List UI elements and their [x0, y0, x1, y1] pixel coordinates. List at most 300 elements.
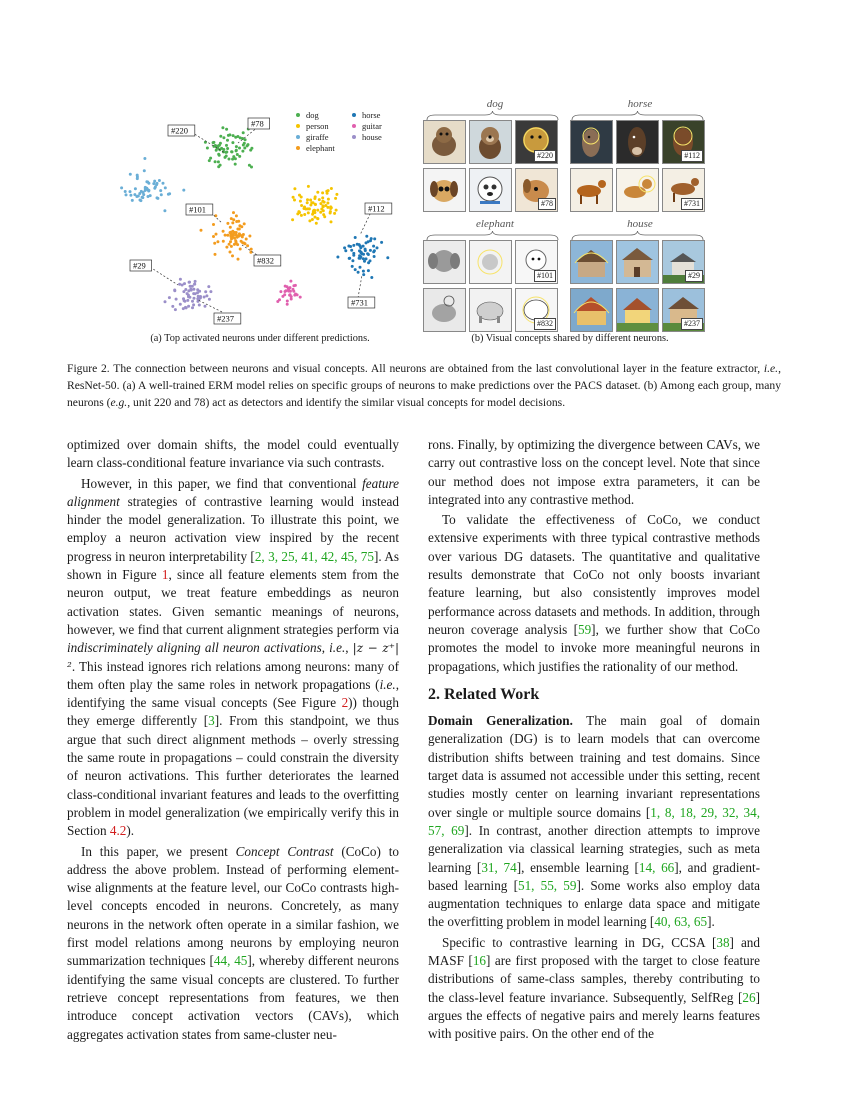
scatter-point-giraffe — [159, 189, 162, 192]
scatter-point-elephant — [230, 245, 233, 248]
scatter-point-person — [322, 209, 325, 212]
scatter-point-person — [306, 201, 309, 204]
scatter-point-person — [323, 201, 326, 204]
scatter-point-elephant — [243, 222, 246, 225]
legend-label-house: house — [362, 132, 382, 142]
paragraph: However, in this paper, we find that conventional feature alignment strategies of contrastive learning would instead hinder the model generalization. To illustrate this point, we employ a neuron activation view inspired by the recent progress in neuron interpretability [2, 3, 25, 41, 42, 45, 75]. As shown in Figure 1, since all feature elements stem from the neuron output, we treat feature embeddings as neuron activation states. Given semantic meanings of neurons, however, we find that current alignment strategies perform via indiscriminately aligning all neuron activations, i.e., |z − z⁺|². This instead ignores rich relations among neurons: many of them often play the same roles in network propagations (i.e., identifying the same visual concepts (See Figure 2)) though they emerge differently [3]. From this standpoint, we thus argue that such direct alignment methods – overly stressing the same route in propagations – could constrain the diversity of neuron activations. This further deteriorates the learned class-conditional invariant features and leads to the overfitting problem in model generalization (we empirically verify this in Section 4.2). — [67, 475, 400, 839]
group-title-elephant: elephant — [476, 218, 514, 230]
scatter-point-horse — [369, 239, 372, 242]
scatter-point-guitar — [276, 300, 279, 303]
scatter-point-person — [334, 197, 337, 200]
caption-eg: e.g. — [110, 396, 128, 409]
legend-marker-house — [352, 135, 356, 139]
scatter-point-dog — [241, 150, 244, 153]
scatter-point-guitar — [296, 293, 299, 296]
scatter-point-giraffe — [158, 179, 161, 182]
scatter-point-horse — [362, 245, 365, 248]
scatter-point-dog — [214, 160, 217, 163]
group-title-horse: horse — [627, 98, 653, 110]
citation-link[interactable]: 51, 55, 59 — [517, 877, 577, 893]
citation-link[interactable]: 2, 3, 25, 41, 42, 45, 75 — [254, 548, 374, 564]
image-tile-elephant — [423, 288, 466, 332]
scatter-point-giraffe — [156, 197, 159, 200]
scatter-point-horse — [370, 276, 373, 279]
scatter-point-house — [171, 305, 174, 308]
scatter-point-giraffe — [139, 199, 142, 202]
scatter-point-giraffe — [147, 190, 150, 193]
scatter-point-person — [312, 201, 315, 204]
scatter-point-person — [291, 218, 294, 221]
scatter-point-elephant — [238, 232, 241, 235]
scatter-point-giraffe — [137, 195, 140, 198]
image-tile-dog — [515, 120, 558, 164]
neuron-tag: #832 — [534, 318, 556, 330]
scatter-point-person — [335, 193, 338, 196]
scatter-point-house — [194, 280, 197, 283]
image-tile-house — [662, 240, 705, 284]
scatter-point-house — [209, 290, 212, 293]
scatter-point-giraffe — [133, 193, 136, 196]
scatter-point-horse — [359, 244, 362, 247]
scatter-point-person — [315, 222, 318, 225]
scatter-point-house — [173, 289, 176, 292]
scatter-point-person — [326, 206, 329, 209]
scatter-point-dog — [238, 155, 241, 158]
scatter-point-horse — [348, 257, 351, 260]
scatter-point-horse — [343, 246, 346, 249]
scatter-point-elephant — [238, 224, 241, 227]
caption-text: , ResNet-50. (a) A well-trained ERM model relies on specific groups of neurons to make predictions over the PACS dataset. (b) Among each group, many neurons ( — [67, 362, 781, 409]
scatter-point-house — [182, 290, 185, 293]
scatter-point-elephant — [245, 238, 248, 241]
scatter-point-giraffe — [125, 193, 128, 196]
scatter-point-house — [192, 303, 195, 306]
caption-text: , unit 220 and 78) act as detectors and identify the similar visual concepts for model decisions. — [127, 396, 566, 409]
scatter-point-dog — [226, 139, 229, 142]
legend-label-elephant: elephant — [306, 143, 335, 153]
image-tile-dog — [423, 168, 466, 212]
scatter-point-elephant — [226, 234, 229, 237]
scatter-point-elephant — [246, 244, 249, 247]
neuron-tag: #237 — [681, 318, 703, 330]
scatter-point-dog — [217, 145, 220, 148]
scatter-point-elephant — [229, 226, 232, 229]
neuron-label-text: #112 — [368, 203, 385, 214]
scatter-point-giraffe — [124, 190, 127, 193]
scatter-point-person — [300, 196, 303, 199]
scatter-point-giraffe — [156, 182, 159, 185]
scatter-point-house — [187, 305, 190, 308]
scatter-point-house — [192, 288, 195, 291]
neuron-tag: #112 — [681, 150, 703, 162]
scatter-point-horse — [352, 244, 355, 247]
scatter-point-person — [327, 198, 330, 201]
scatter-point-giraffe — [144, 186, 147, 189]
scatter-point-giraffe — [164, 186, 167, 189]
scatter-point-giraffe — [160, 193, 163, 196]
scatter-point-dog — [226, 147, 229, 150]
neuron-tag: #731 — [681, 198, 703, 210]
figure-caption — [67, 360, 781, 411]
figure-link[interactable]: 2 — [341, 695, 349, 711]
scatter-point-person — [333, 212, 336, 215]
scatter-point-house — [182, 307, 185, 310]
scatter-point-elephant — [215, 233, 218, 236]
scatter-point-elephant — [230, 217, 233, 220]
scatter-point-elephant — [222, 240, 225, 243]
scatter-point-house — [187, 289, 190, 292]
citation-link[interactable]: 38 — [716, 934, 730, 950]
scatter-point-person — [316, 191, 319, 194]
image-tile-elephant — [469, 288, 512, 332]
scatter-point-person — [299, 200, 302, 203]
scatter-point-person — [308, 219, 311, 222]
scatter-point-house — [204, 305, 207, 308]
scatter-point-horse — [354, 236, 357, 239]
scatter-point-house — [203, 296, 206, 299]
legend-label-person: person — [306, 121, 329, 131]
scatter-point-person — [319, 211, 322, 214]
scatter-point-elephant — [234, 242, 237, 245]
scatter-point-elephant — [250, 248, 253, 251]
scatter-point-dog — [238, 147, 241, 150]
right-column — [428, 436, 760, 1044]
scatter-point-giraffe — [145, 180, 148, 183]
scatter-point-person — [330, 220, 333, 223]
scatter-point-house — [182, 297, 185, 300]
scatter-point-person — [300, 204, 303, 207]
scatter-point-guitar — [287, 288, 290, 291]
scatter-point-horse — [373, 249, 376, 252]
scatter-point-person — [303, 206, 306, 209]
scatter-point-horse — [351, 265, 354, 268]
scatter-point-dog — [231, 141, 234, 144]
scatter-point-person — [318, 198, 321, 201]
scatter-point-dog — [239, 136, 242, 139]
scatter-point-dog — [219, 135, 222, 138]
neuron-label-text: #78 — [251, 118, 264, 129]
scatter-point-dog — [235, 149, 238, 152]
image-tile-house — [662, 288, 705, 332]
legend-label-guitar: guitar — [362, 121, 382, 131]
scatter-point-horse — [362, 270, 365, 273]
scatter-point-horse — [359, 266, 362, 269]
scatter-point-person — [312, 209, 315, 212]
image-tile-dog — [469, 168, 512, 212]
scatter-point-elephant — [216, 240, 219, 243]
scatter-point-person — [330, 206, 333, 209]
image-tile-house — [570, 288, 613, 332]
scatter-point-giraffe — [152, 182, 155, 185]
scatter-point-giraffe — [153, 187, 156, 190]
neuron-tag: #29 — [685, 270, 703, 282]
scatter-point-house — [188, 281, 191, 284]
scatter-point-dog — [243, 147, 246, 150]
scatter-point-person — [314, 195, 317, 198]
scatter-point-elephant — [235, 231, 238, 234]
scatter-point-person — [314, 203, 317, 206]
legend-marker-person — [296, 124, 300, 128]
neuron-tag: #220 — [534, 150, 556, 162]
scatter-point-dog — [225, 128, 228, 131]
scatter-point-person — [330, 187, 333, 190]
scatter-point-elephant — [241, 241, 244, 244]
neuron-tag: #78 — [538, 198, 556, 210]
scatter-point-dog — [212, 141, 215, 144]
image-tile-house — [616, 240, 659, 284]
image-tile-dog — [423, 120, 466, 164]
scatter-point-giraffe — [142, 191, 145, 194]
scatter-point-guitar — [288, 294, 291, 297]
scatter-point-horse — [373, 237, 376, 240]
citation-link[interactable]: 40, 63, 65 — [654, 914, 708, 930]
scatter-point-house — [179, 303, 182, 306]
scatter-point-giraffe — [129, 194, 132, 197]
neuron-label-text: #101 — [189, 204, 206, 215]
scatter-point-horse — [372, 245, 375, 248]
image-tile-horse — [570, 168, 613, 212]
scatter-point-house — [204, 290, 207, 293]
scatter-point-dog — [215, 149, 218, 152]
scatter-point-guitar — [290, 298, 293, 301]
scatter-point-dog — [231, 150, 234, 153]
scatter-point-horse — [367, 269, 370, 272]
scatter-point-giraffe — [168, 192, 171, 195]
neuron-label-text: #220 — [171, 125, 188, 136]
scatter-point-horse — [350, 249, 353, 252]
citation-link[interactable]: 44, 45 — [213, 953, 248, 969]
scatter-point-elephant — [232, 211, 235, 214]
scatter-point-horse — [336, 256, 339, 259]
scatter-point-house — [196, 288, 199, 291]
scatter-point-elephant — [214, 253, 217, 256]
scatter-point-giraffe — [162, 182, 165, 185]
scatter-point-guitar — [281, 295, 284, 298]
scatter-point-guitar — [286, 300, 289, 303]
scatter-point-dog — [206, 147, 209, 150]
citation-link[interactable]: 16 — [472, 953, 487, 969]
scatter-point-elephant — [212, 235, 215, 238]
caption-text: Figure 2. The connection between neurons and visual concepts. All neurons are obtained from the last convolutional layer in the feature extractor, — [67, 362, 764, 375]
scatter-point-person — [306, 198, 309, 201]
scatter-point-person — [319, 202, 322, 205]
scatter-point-guitar — [292, 284, 295, 287]
scatter-point-elephant — [213, 242, 216, 245]
scatter-point-horse — [354, 268, 357, 271]
scatter-point-house — [175, 298, 178, 301]
image-tile-horse — [616, 168, 659, 212]
image-tile-house — [616, 288, 659, 332]
scatter-point-house — [198, 304, 201, 307]
scatter-point-person — [321, 204, 324, 207]
neuron-label-text: #731 — [351, 297, 368, 308]
scatter-point-person — [303, 213, 306, 216]
scatter-point-house — [208, 298, 211, 301]
figure-a-caption: (a) Top activated neurons under different predictions. — [150, 333, 370, 344]
scatter-point-elephant — [212, 223, 215, 226]
scatter-point-dog — [225, 155, 228, 158]
scatter-point-house — [199, 295, 202, 298]
image-tile-dog — [469, 120, 512, 164]
scatter-point-horse — [364, 249, 367, 252]
paragraph: To validate the effectiveness of CoCo, we conduct extensive experiments with three typical contrastive methods over various DG datasets. The quantitative and qualitative results demonstrate that CoCo not only boosts invariant feature learning, but also consistently improves model performance across datasets and methods. In addition, through neuron coverage analysis [59], we further show that CoCo promotes the model to invoke more meaningful neurons in propagations, which justifies the rationality of our method. — [428, 512, 760, 674]
figure-link[interactable]: 1 — [161, 567, 169, 583]
citation-link[interactable]: 31, 74 — [481, 859, 517, 875]
caption-ie: i.e. — [763, 362, 779, 375]
math-expression: |z − z⁺|² — [67, 641, 400, 674]
scatter-point-house — [179, 278, 182, 281]
scatter-point-house — [191, 300, 194, 303]
scatter-point-person — [314, 216, 317, 219]
paragraph: Specific to contrastive learning in DG, CCSA [38] and MASF [16] are first proposed with the target to close feature distributions of same-class samples, thereby contributing to the class-level feature invariance. Subsequently, SelfReg [26] argues the effects of negative pairs and merely learns features with positive pairs. On the other end of the — [428, 934, 760, 1042]
legend-marker-horse — [352, 113, 356, 117]
neuron-label-text: #832 — [257, 255, 274, 266]
scatter-point-giraffe — [120, 186, 123, 189]
scatter-point-elephant — [200, 229, 203, 232]
scatter-point-horse — [351, 259, 354, 262]
scatter-point-house — [189, 285, 192, 288]
scatter-point-person — [335, 209, 338, 212]
tsne-scatter-plot — [110, 105, 410, 330]
scatter-point-giraffe — [129, 173, 132, 176]
image-tile-elephant — [423, 240, 466, 284]
scatter-point-horse — [360, 251, 363, 254]
citation-link[interactable]: 26 — [742, 989, 756, 1005]
scatter-point-dog — [234, 163, 237, 166]
scatter-point-person — [300, 214, 303, 217]
left-column — [67, 436, 399, 1044]
scatter-point-horse — [344, 249, 347, 252]
scatter-point-person — [309, 199, 312, 202]
legend-label-giraffe: giraffe — [306, 132, 329, 142]
scatter-point-house — [186, 292, 189, 295]
scatter-point-dog — [231, 158, 234, 161]
scatter-point-elephant — [224, 234, 227, 237]
paragraph: In this paper, we present Concept Contrast (CoCo) to address the above problem. Instead of performing element-wise alignments at the feature level, our CoCo contrasts high-level concepts encoded in neurons. Concretely, as many neurons in the network often operate in a similar fashion, we first model relations among neurons by employing neuron summarization techniques [44, 45], whereby different neurons identifying the same visual concepts are clustered. To further retrieve concept representations from features, we then introduce concept activation vectors (CAVs), which aggregates activation states from same-cluster neu- — [67, 843, 399, 1042]
scatter-point-elephant — [229, 251, 232, 254]
scatter-point-horse — [386, 256, 389, 259]
section-link[interactable]: 4.2 — [109, 823, 127, 839]
legend-marker-giraffe — [296, 135, 300, 139]
scatter-point-house — [185, 306, 188, 309]
scatter-point-giraffe — [138, 192, 141, 195]
scatter-point-horse — [349, 245, 352, 248]
scatter-point-dog — [235, 145, 238, 148]
neuron-label-text: #237 — [217, 313, 234, 324]
image-tile-horse — [616, 120, 659, 164]
chart-legend — [296, 110, 382, 153]
scatter-point-guitar — [284, 290, 287, 293]
section-heading: 2. Related Work — [428, 685, 540, 703]
scatter-point-person — [293, 187, 296, 190]
scatter-point-horse — [365, 235, 368, 238]
legend-marker-elephant — [296, 146, 300, 150]
scatter-point-horse — [365, 241, 368, 244]
legend-marker-guitar — [352, 124, 356, 128]
scatter-point-horse — [365, 257, 368, 260]
scatter-point-elephant — [248, 235, 251, 238]
scatter-point-person — [292, 196, 295, 199]
scatter-point-dog — [221, 126, 224, 129]
scatter-point-dog — [208, 159, 211, 162]
scatter-point-dog — [232, 134, 235, 137]
legend-label-dog: dog — [306, 110, 319, 120]
scatter-point-horse — [376, 246, 379, 249]
scatter-point-horse — [362, 273, 365, 276]
scatter-point-dog — [248, 164, 251, 167]
figure-b-concepts — [420, 96, 720, 331]
neuron-labels — [130, 118, 392, 324]
image-tile-elephant — [515, 288, 558, 332]
scatter-point-horse — [367, 253, 370, 256]
scatter-point-person — [326, 202, 329, 205]
image-tile-horse — [662, 120, 705, 164]
scatter-point-elephant — [228, 243, 231, 246]
legend-label-horse: horse — [362, 110, 381, 120]
scatter-point-dog — [236, 153, 239, 156]
scatter-point-house — [193, 283, 196, 286]
citation-link[interactable]: 1, 8, 18, 29, 32, 34, 57, 69 — [428, 804, 761, 838]
scatter-point-person — [321, 191, 324, 194]
scatter-point-horse — [352, 254, 355, 257]
image-tile-horse — [570, 120, 613, 164]
citation-link[interactable]: 14, 66 — [638, 859, 675, 875]
scatter-point-elephant — [229, 240, 232, 243]
scatter-point-horse — [357, 271, 360, 274]
legend-marker-dog — [296, 113, 300, 117]
scatter-point-person — [329, 210, 332, 213]
scatter-points — [110, 126, 389, 311]
scatter-point-house — [186, 299, 189, 302]
scatter-point-dog — [234, 157, 237, 160]
scatter-point-dog — [217, 165, 220, 168]
citation-link[interactable]: 3 — [208, 713, 215, 729]
scatter-point-elephant — [237, 258, 240, 261]
scatter-point-dog — [250, 147, 253, 150]
scatter-point-guitar — [286, 303, 289, 306]
paragraph: optimized over domain shifts, the model could eventually learn class-conditional feature invariance via such contrasts. — [67, 437, 399, 471]
scatter-point-house — [205, 294, 208, 297]
scatter-point-guitar — [292, 290, 295, 293]
scatter-point-guitar — [299, 296, 302, 299]
scatter-point-horse — [358, 254, 361, 257]
scatter-point-house — [181, 284, 184, 287]
scatter-point-dog — [220, 147, 223, 150]
paragraph: Domain Generalization. The main goal of domain generalization (DG) is to learn models that can overcome distribution shifts between training and test domains. Since target data is assumed not accessible under this setting, recent studies mostly center on learning invariant representations over single or multiple source domains [1, 8, 18, 29, 32, 34, 57, 69]. In contrast, another direction attempts to improve generalization via classical learning strategies, such as meta learning [31, 74], ensemble learning [14, 66], and gradient-based learning [51, 55, 59]. Some works also employ data augmentation techniques to enlarge data space and mitigate the overfitting problem in model learning [40, 63, 65]. — [428, 713, 761, 930]
scatter-point-person — [323, 215, 326, 218]
scatter-point-dog — [244, 138, 247, 141]
group-title-house: house — [627, 218, 653, 230]
scatter-point-person — [307, 185, 310, 188]
scatter-point-house — [193, 297, 196, 300]
scatter-point-dog — [222, 136, 225, 139]
scatter-point-horse — [362, 253, 365, 256]
scatter-point-house — [194, 292, 197, 295]
scatter-point-person — [325, 190, 328, 193]
scatter-point-person — [307, 211, 310, 214]
scatter-point-person — [321, 196, 324, 199]
scatter-point-dog — [228, 158, 231, 161]
scatter-point-elephant — [241, 235, 244, 238]
scatter-point-person — [311, 213, 314, 216]
scatter-point-person — [293, 199, 296, 202]
scatter-point-elephant — [229, 233, 232, 236]
scatter-point-elephant — [226, 222, 229, 225]
citation-link[interactable]: 59 — [577, 621, 592, 637]
scatter-point-elephant — [231, 221, 234, 224]
figure-b-caption: (b) Visual concepts shared by different neurons. — [471, 333, 669, 344]
group-title-dog: dog — [486, 98, 504, 110]
